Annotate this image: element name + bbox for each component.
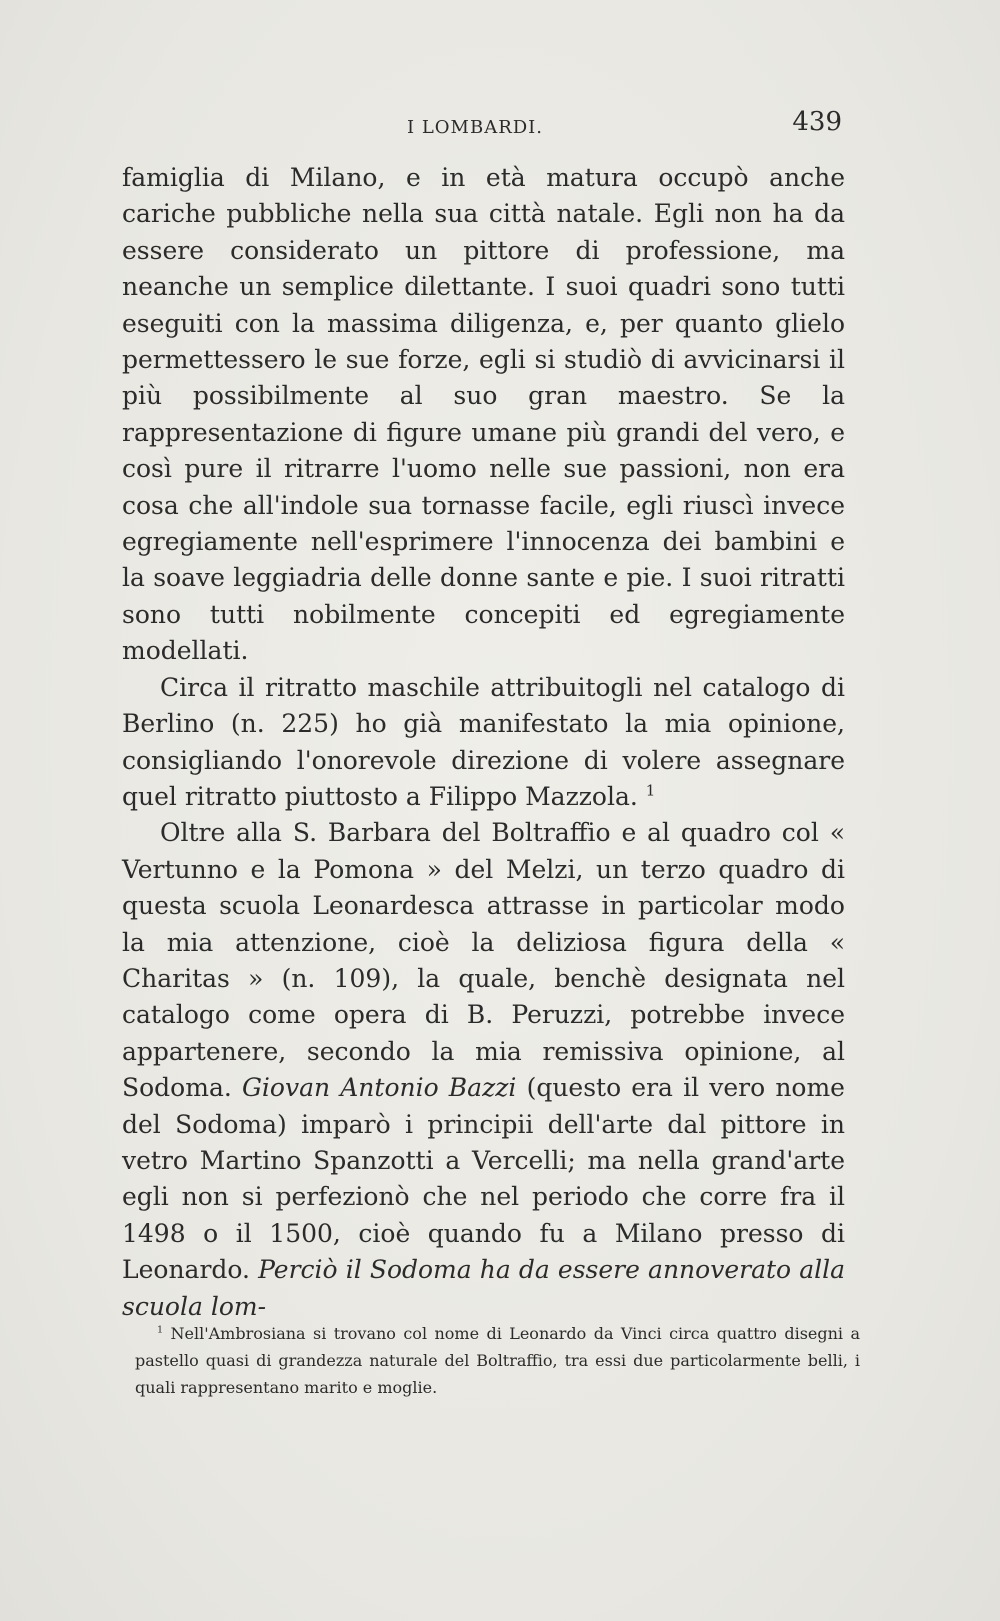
paragraph-3-text-b: (questo era il vero nome del Sodoma) imparò i principii dell'arte dal pittore in vetro Martino Spanzotti a Vercelli; ma nella grand'arte egli non si perfezionò che nel periodo che corre fra il 1498 o il 1500, cioè quando fu a Milano presso di Leonardo.	[122, 1073, 845, 1285]
page-number: 439	[792, 107, 842, 137]
paragraph-3	[122, 815, 845, 1325]
italic-name: Giovan Antonio Bazzi	[241, 1073, 517, 1103]
footnote-marker: 1	[157, 1324, 164, 1336]
footnote-reference: 1	[645, 781, 656, 800]
paragraph-3-text-a: Oltre alla S. Barbara del Boltraffio e al quadro col « Vertunno e la Pomona » del Melzi, un terzo quadro di questa scuola Leonardesca attrasse in particolar modo la mia attenzione, cioè la deliziosa figura della « Charitas » (n. 109), la quale, benchè designata nel catalogo come opera di B. Peruzzi, potrebbe invece appartenere, secondo la mia remissiva opinione, al Sodoma.	[122, 818, 845, 1103]
running-title: I LOMBARDI.	[407, 117, 544, 138]
page-header	[122, 103, 842, 143]
paragraph-2	[122, 670, 845, 816]
paragraph-2-text: Circa il ritratto maschile attribuitogli nel catalogo di Berlino (n. 225) ho già manifestato la mia opinione, consigliando l'onorevole direzione di volere assegnare quel ritratto piuttosto a Filippo Mazzola.	[122, 672, 845, 811]
italic-conclusion: Perciò il Sodoma ha da essere annoverato alla scuola lom-	[122, 1255, 845, 1321]
footnote-1	[135, 1320, 860, 1401]
footnote-1-text: Nell'Ambrosiana si trovano col nome di Leonardo da Vinci circa quattro disegni a pastello quasi di grandezza naturale del Boltraffio, tra essi due particolarmente belli, i quali rappresentano marito e moglie.	[135, 1324, 860, 1397]
main-text	[122, 160, 845, 1325]
footnotes	[135, 1320, 860, 1401]
paragraph-1: famiglia di Milano, e in età matura occupò anche cariche pubbliche nella sua città natale. Egli non ha da essere considerato un pittore di professione, ma neanche un semplice dilettante. I suoi quadri sono tutti eseguiti con la massima diligenza, e, per quanto glielo permettessero le sue forze, egli si studiò di avvicinarsi il più possibilmente al suo gran maestro. Se la rappresentazione di figure umane più grandi del vero, e così pure il ritrarre l'uomo nelle sue passioni, non era cosa che all'indole sua tornasse facile, egli riuscì invece egregiamente nell'esprimere l'innocenza dei bambini e la soave leggiadria delle donne sante e pie. I suoi ritratti sono tutti nobilmente concepiti ed egregiamente modellati.	[122, 163, 845, 666]
